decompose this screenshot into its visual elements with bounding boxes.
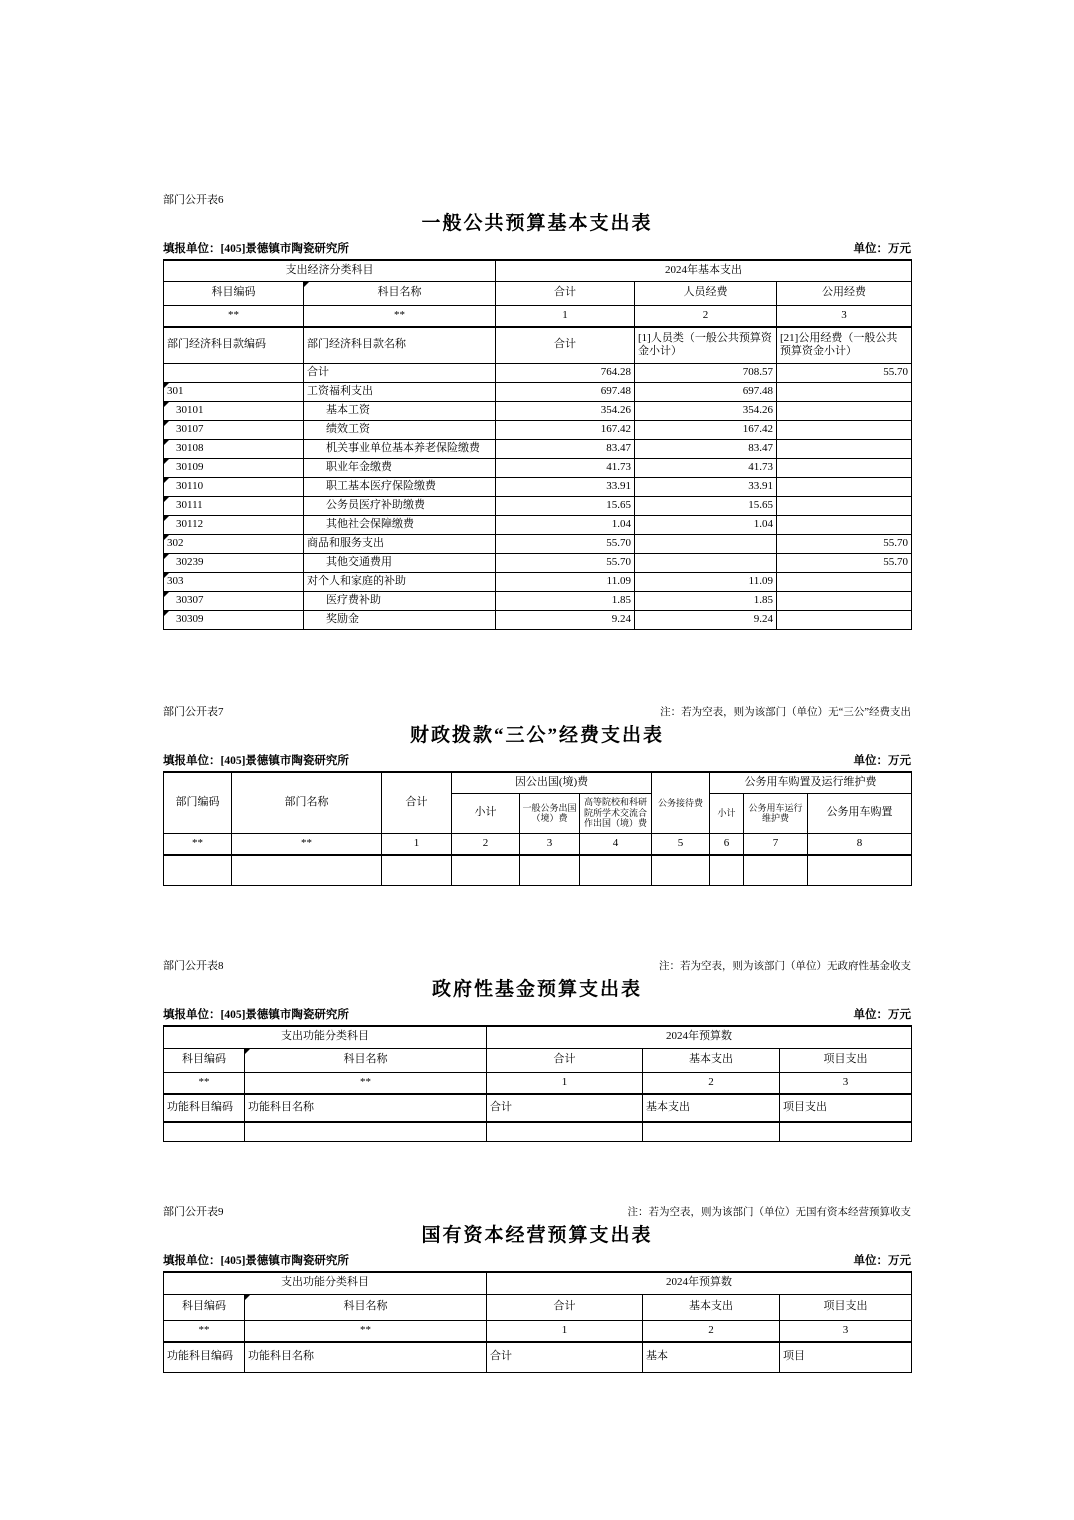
table9-title: 国有资本经营预算支出表 [421, 1225, 653, 1246]
header-cell: ** [245, 1320, 487, 1342]
unit-label: 单位：万元 [853, 1009, 911, 1021]
header-cell: 基本支出 [643, 1048, 780, 1072]
header-cell: ** [304, 305, 496, 327]
data-cell: 医疗费补助 [304, 591, 496, 610]
data-cell: 职业年金缴费 [304, 458, 496, 477]
data-cell: 1.85 [635, 591, 777, 610]
table-row [164, 1094, 912, 1122]
data-cell [777, 515, 912, 534]
header-cell: 科目名称 [245, 1294, 487, 1320]
header-cell: 部门经济科目款编码 [164, 327, 304, 363]
data-cell [777, 496, 912, 515]
header-cell: [1]人员类（一般公共预算资金小计） [635, 327, 777, 363]
filler-unit: 填报单位：[405]景德镇市陶瓷研究所 [163, 1009, 349, 1021]
data-cell [643, 1122, 780, 1141]
header-cell: ** [164, 1072, 245, 1094]
data-cell: 33.91 [635, 477, 777, 496]
state-capital-budget-table [163, 1271, 912, 1373]
data-cell: 83.47 [496, 439, 635, 458]
unit-label: 单位：万元 [853, 243, 911, 255]
header-cell: 6 [710, 833, 744, 855]
header-cell: 1 [496, 305, 635, 327]
data-cell [520, 855, 580, 885]
table8-label-row [163, 960, 911, 973]
data-cell: 11.09 [496, 572, 635, 591]
data-cell: 功能科目名称 [245, 1094, 487, 1122]
data-cell: 55.70 [777, 534, 912, 553]
data-cell: 绩效工资 [304, 420, 496, 439]
header-cell: 小计 [452, 793, 520, 833]
header-cell: 2024年预算数 [487, 1272, 912, 1294]
table-row [164, 833, 912, 855]
header-cell: 3 [780, 1072, 912, 1094]
table-row [164, 572, 912, 591]
table-row [164, 855, 912, 885]
table-row [164, 1294, 912, 1320]
unit-label: 单位：万元 [853, 755, 911, 767]
table-row [164, 496, 912, 515]
data-cell [710, 855, 744, 885]
data-cell: 奖励金 [304, 610, 496, 629]
filler-unit: 填报单位：[405]景德镇市陶瓷研究所 [163, 755, 349, 767]
data-cell: 30110 [164, 477, 304, 496]
header-cell: 部门经济科目款名称 [304, 327, 496, 363]
data-cell: 354.26 [635, 401, 777, 420]
data-cell: 其他交通费用 [304, 553, 496, 572]
table-row [164, 439, 912, 458]
data-cell: 697.48 [496, 382, 635, 401]
data-cell: 30239 [164, 553, 304, 572]
header-cell: 公用经费 [777, 281, 912, 305]
data-cell: 30108 [164, 439, 304, 458]
header-cell: ** [245, 1072, 487, 1094]
data-cell: 合计 [304, 363, 496, 382]
data-cell [777, 477, 912, 496]
data-cell: 30307 [164, 591, 304, 610]
data-cell: 11.09 [635, 572, 777, 591]
table-row [164, 1048, 912, 1072]
table8-filler-row [163, 1008, 911, 1022]
data-cell [635, 553, 777, 572]
table-row [164, 420, 912, 439]
table-row [164, 305, 912, 327]
header-cell: 科目名称 [245, 1048, 487, 1072]
table8-title: 政府性基金预算支出表 [431, 979, 642, 1000]
general-public-budget-table [163, 259, 912, 630]
data-cell [777, 439, 912, 458]
data-cell [652, 855, 710, 885]
header-cell: 2 [452, 833, 520, 855]
table7-filler-row [163, 754, 911, 768]
data-cell: 764.28 [496, 363, 635, 382]
header-cell: 合计 [496, 327, 635, 363]
data-cell [744, 855, 808, 885]
data-cell [580, 855, 652, 885]
header-cell: 1 [487, 1072, 643, 1094]
header-cell: 部门名称 [232, 772, 382, 833]
data-cell: 商品和服务支出 [304, 534, 496, 553]
data-cell: 30111 [164, 496, 304, 515]
data-cell [777, 420, 912, 439]
header-cell: 2 [643, 1320, 780, 1342]
table8-section [163, 960, 911, 1142]
header-cell: 公务用车购置及运行维护费 [710, 772, 912, 793]
header-cell: 项目支出 [780, 1294, 912, 1320]
data-cell: 合计 [487, 1094, 643, 1122]
header-cell: 公务接待费 [652, 772, 710, 833]
data-cell [164, 363, 304, 382]
table6-title: 一般公共预算基本支出表 [421, 213, 653, 234]
header-cell: 合计 [487, 1294, 643, 1320]
header-cell: 2024年基本支出 [496, 260, 912, 281]
header-cell: 3 [780, 1320, 912, 1342]
data-cell: 55.70 [777, 553, 912, 572]
sheet-label: 部门公开表9 [163, 1206, 224, 1218]
table-note: 注：若为空表，则为该部门（单位）无国有资本经营预算收支 [627, 1207, 911, 1218]
table-row [164, 1320, 912, 1342]
table7-title: 财政拨款“三公”经费支出表 [409, 725, 664, 746]
data-cell [382, 855, 452, 885]
data-cell: 基本 [643, 1342, 780, 1372]
header-cell: 基本支出 [643, 1294, 780, 1320]
data-cell: 30109 [164, 458, 304, 477]
header-cell: 3 [777, 305, 912, 327]
header-cell: 1 [382, 833, 452, 855]
table-row [164, 363, 912, 382]
data-cell: 9.24 [496, 610, 635, 629]
header-cell: 高等院校和科研院所学术交流合作出国（境）费 [580, 793, 652, 833]
header-cell: 小计 [710, 793, 744, 833]
three-public-expense-table [163, 771, 912, 886]
data-cell [245, 1122, 487, 1141]
data-cell: 33.91 [496, 477, 635, 496]
data-cell: 301 [164, 382, 304, 401]
filler-unit: 填报单位：[405]景德镇市陶瓷研究所 [163, 243, 349, 255]
data-cell [780, 1122, 912, 1141]
data-cell: 30112 [164, 515, 304, 534]
data-cell: 功能科目名称 [245, 1342, 487, 1372]
header-cell: 公务用车购置 [808, 793, 912, 833]
table-row [164, 1122, 912, 1141]
data-cell: 1.04 [496, 515, 635, 534]
table6-filler-row [163, 242, 911, 256]
header-cell: 合计 [487, 1048, 643, 1072]
data-cell: 41.73 [496, 458, 635, 477]
data-cell: 基本支出 [643, 1094, 780, 1122]
data-cell [452, 855, 520, 885]
data-cell [777, 572, 912, 591]
data-cell [777, 610, 912, 629]
table-row [164, 382, 912, 401]
table-row [164, 1272, 912, 1294]
data-cell: 167.42 [635, 420, 777, 439]
header-cell: 公务用车运行维护费 [744, 793, 808, 833]
data-cell: 职工基本医疗保险缴费 [304, 477, 496, 496]
data-cell: 15.65 [496, 496, 635, 515]
data-cell: 303 [164, 572, 304, 591]
data-cell: 41.73 [635, 458, 777, 477]
sheet-label: 部门公开表6 [163, 194, 224, 206]
table-note: 注：若为空表，则为该部门（单位）无政府性基金收支 [659, 961, 911, 972]
header-cell: 支出功能分类科目 [164, 1272, 487, 1294]
data-cell [777, 458, 912, 477]
data-cell: 83.47 [635, 439, 777, 458]
data-cell: 对个人和家庭的补助 [304, 572, 496, 591]
sheet-label: 部门公开表7 [163, 706, 224, 718]
table6-section [163, 194, 911, 630]
header-cell: 5 [652, 833, 710, 855]
data-cell: 30309 [164, 610, 304, 629]
unit-label: 单位：万元 [853, 1255, 911, 1267]
data-cell: 1.04 [635, 515, 777, 534]
header-cell: 支出功能分类科目 [164, 1026, 487, 1048]
data-cell [487, 1122, 643, 1141]
header-cell: 一般公务出国（境）费 [520, 793, 580, 833]
header-cell: 1 [487, 1320, 643, 1342]
data-cell: 55.70 [496, 534, 635, 553]
header-cell: 科目编码 [164, 1048, 245, 1072]
data-cell: 项目支出 [780, 1094, 912, 1122]
data-cell: 55.70 [496, 553, 635, 572]
table-row [164, 281, 912, 305]
data-cell [164, 1122, 245, 1141]
data-cell: 项目 [780, 1342, 912, 1372]
table-row [164, 1026, 912, 1048]
data-cell: 机关事业单位基本养老保险缴费 [304, 439, 496, 458]
data-cell: 9.24 [635, 610, 777, 629]
table-row [164, 477, 912, 496]
table-note: 注：若为空表，则为该部门（单位）无“三公”经费支出 [660, 707, 911, 718]
table-row [164, 515, 912, 534]
header-cell: 2024年预算数 [487, 1026, 912, 1048]
header-cell: 合计 [382, 772, 452, 833]
data-cell: 15.65 [635, 496, 777, 515]
data-cell: 基本工资 [304, 401, 496, 420]
table-row [164, 610, 912, 629]
data-cell [164, 855, 232, 885]
table7-section [163, 706, 911, 886]
table-row [164, 1072, 912, 1094]
data-cell: 功能科目编码 [164, 1094, 245, 1122]
data-cell: 功能科目编码 [164, 1342, 245, 1372]
header-cell: 8 [808, 833, 912, 855]
table-row [164, 591, 912, 610]
data-cell: 697.48 [635, 382, 777, 401]
header-cell: 部门编码 [164, 772, 232, 833]
sheet-label: 部门公开表8 [163, 960, 224, 972]
header-cell: 项目支出 [780, 1048, 912, 1072]
table9-label-row [163, 1206, 911, 1219]
table-row [164, 553, 912, 572]
header-cell: ** [164, 1320, 245, 1342]
data-cell: 708.57 [635, 363, 777, 382]
data-cell: 其他社会保障缴费 [304, 515, 496, 534]
table6-label-row [163, 194, 911, 207]
table9-filler-row [163, 1254, 911, 1268]
data-cell [777, 591, 912, 610]
header-cell: 人员经费 [635, 281, 777, 305]
data-cell: 167.42 [496, 420, 635, 439]
table-row [164, 534, 912, 553]
header-cell: 3 [520, 833, 580, 855]
header-cell: 合计 [496, 281, 635, 305]
table-row [164, 260, 912, 281]
header-cell: 因公出国(境)费 [452, 772, 652, 793]
table-row [164, 401, 912, 420]
table-row [164, 772, 912, 793]
data-cell [635, 534, 777, 553]
data-cell: 工资福利支出 [304, 382, 496, 401]
data-cell: 302 [164, 534, 304, 553]
header-cell: 7 [744, 833, 808, 855]
data-cell: 30107 [164, 420, 304, 439]
table-row [164, 1342, 912, 1372]
data-cell: 30101 [164, 401, 304, 420]
data-cell [232, 855, 382, 885]
data-cell: 公务员医疗补助缴费 [304, 496, 496, 515]
header-cell: 支出经济分类科目 [164, 260, 496, 281]
data-cell: 354.26 [496, 401, 635, 420]
filler-unit: 填报单位：[405]景德镇市陶瓷研究所 [163, 1255, 349, 1267]
data-cell: 55.70 [777, 363, 912, 382]
table7-label-row [163, 706, 911, 719]
table-row [164, 327, 912, 363]
header-cell: 科目名称 [304, 281, 496, 305]
data-cell: 合计 [487, 1342, 643, 1372]
government-fund-budget-table [163, 1025, 912, 1142]
table9-section [163, 1206, 911, 1373]
header-cell: 2 [635, 305, 777, 327]
data-cell: 1.85 [496, 591, 635, 610]
data-cell [777, 382, 912, 401]
data-cell [808, 855, 912, 885]
header-cell: ** [164, 833, 232, 855]
table-row [164, 458, 912, 477]
data-cell [777, 401, 912, 420]
header-cell: 科目编码 [164, 1294, 245, 1320]
header-cell: 2 [643, 1072, 780, 1094]
header-cell: 4 [580, 833, 652, 855]
header-cell: ** [232, 833, 382, 855]
header-cell: 科目编码 [164, 281, 304, 305]
header-cell: [21]公用经费（一般公共预算资金小计） [777, 327, 912, 363]
header-cell: ** [164, 305, 304, 327]
